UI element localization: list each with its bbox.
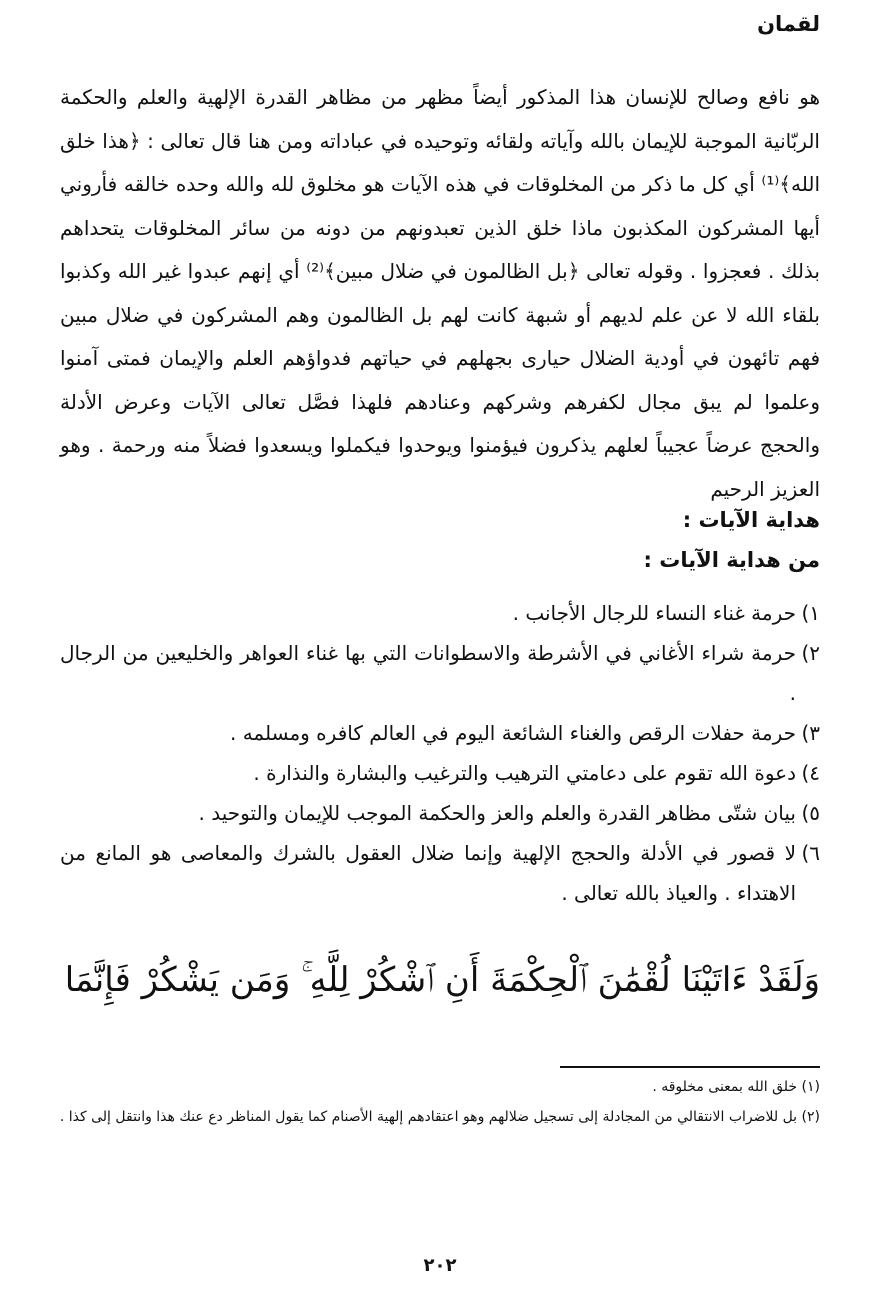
list-item-text: دعوة الله تقوم على دعامتي الترهيب والترغيب والبشارة والنذارة .: [253, 761, 796, 785]
list-item: [60, 753, 820, 793]
list-item: [60, 793, 820, 833]
section-heading: هداية الآيات :: [682, 508, 820, 532]
footnotes: [50, 1074, 820, 1134]
list-item-number: ٣): [801, 721, 820, 745]
running-header-title: لقمان: [757, 12, 820, 36]
guidance-list: [60, 593, 820, 913]
list-item-number: ١): [801, 601, 820, 625]
list-item-number: ٦): [801, 841, 820, 865]
list-item: [60, 713, 820, 753]
body-paragraph: هو نافع وصالح للإنسان هذا المذكور أيضاً مظهر من مظاهر القدرة الإلهية والعلم والحكمة الربّانية الموجبة للإيمان بالله وآياته ولقائه وتوحيده في عباداته ومن هنا قال تعالى : ﴿هذا خلق الله﴾⁽¹⁾ أي كل ما ذكر من المخلوقات في هذه الآيات هو مخلوق لله والله وحده خالقه فأروني أيها المشركون المكذبون ماذا خلق الذين تعبدونهم من دونه من سائر المخلوقات يتحداهم بذلك . فعجزوا . وقوله تعالى ﴿بل الظالمون في ضلال مبين﴾⁽²⁾ أي إنهم عبدوا غير الله وكذبوا بلقاء الله لا عن علم لديهم أو شبهة كانت لهم بل الظالمون وهم المشركون في ضلال مبين فهم تائهون في أودية الضلال حيارى بجهلهم في حياتهم فدواؤهم العلم والإيمان فمتى آمنوا وعلموا لم يبق مجال لكفرهم وشركهم وعنادهم فلهذا فصَّل تعالى الآيات وعرض الأدلة والحجج عرضاً عجيباً لعلهم يذكرون فيؤمنوا ويوحدوا فيكملوا ويسعدوا فضلاً منه ورحمة . وهو العزيز الرحيم: [60, 85, 820, 501]
page-number: ٢٠٢: [423, 1255, 457, 1276]
quran-verse: وَلَقَدْ ءَاتَيْنَا لُقْمَٰنَ ٱلْحِكْمَةَ أَنِ ٱشْكُرْ لِلَّهِ ۚ وَمَن يَشْكُرْ فَإِنَّمَا: [64, 960, 820, 1000]
list-item-number: ٤): [801, 761, 820, 785]
footnote: (١) خلق الله بمعنى مخلوقه .: [652, 1079, 820, 1095]
list-item-text: بيان شتّى مظاهر القدرة والعلم والعز والحكمة الموجب للإيمان والتوحيد .: [198, 801, 796, 825]
list-item-text: حرمة حفلات الرقص والغناء الشائعة اليوم في العالم كافره ومسلمه .: [229, 721, 796, 745]
subsection-heading: من هداية الآيات :: [643, 548, 820, 572]
list-item-number: ٥): [801, 801, 820, 825]
list-item-text: حرمة غناء النساء للرجال الأجانب .: [512, 601, 796, 625]
footnote-divider: [560, 1066, 820, 1068]
list-item: [60, 633, 820, 713]
list-item-text: حرمة شراء الأغاني في الأشرطة والاسطوانات التي بها غناء العواهر والخليعين من الرجال .: [60, 641, 796, 705]
list-item: [60, 833, 820, 913]
list-item-text: لا قصور في الأدلة والحجج الإلهية وإنما ضلال العقول بالشرك والمعاصى هو المانع من الاهتداء . والعياذ بالله تعالى .: [60, 841, 796, 905]
list-item-number: ٢): [801, 641, 820, 665]
list-item: [60, 593, 820, 633]
footnote: (٢) بل للاضراب الانتقالي من المجادلة إلى تسجيل ضلالهم وهو اعتقادهم إلهية الأصنام كما يقول المناظر دع عنك هذا وانتقل إلى كذا .: [59, 1109, 820, 1125]
book-page: [60, 0, 820, 1306]
